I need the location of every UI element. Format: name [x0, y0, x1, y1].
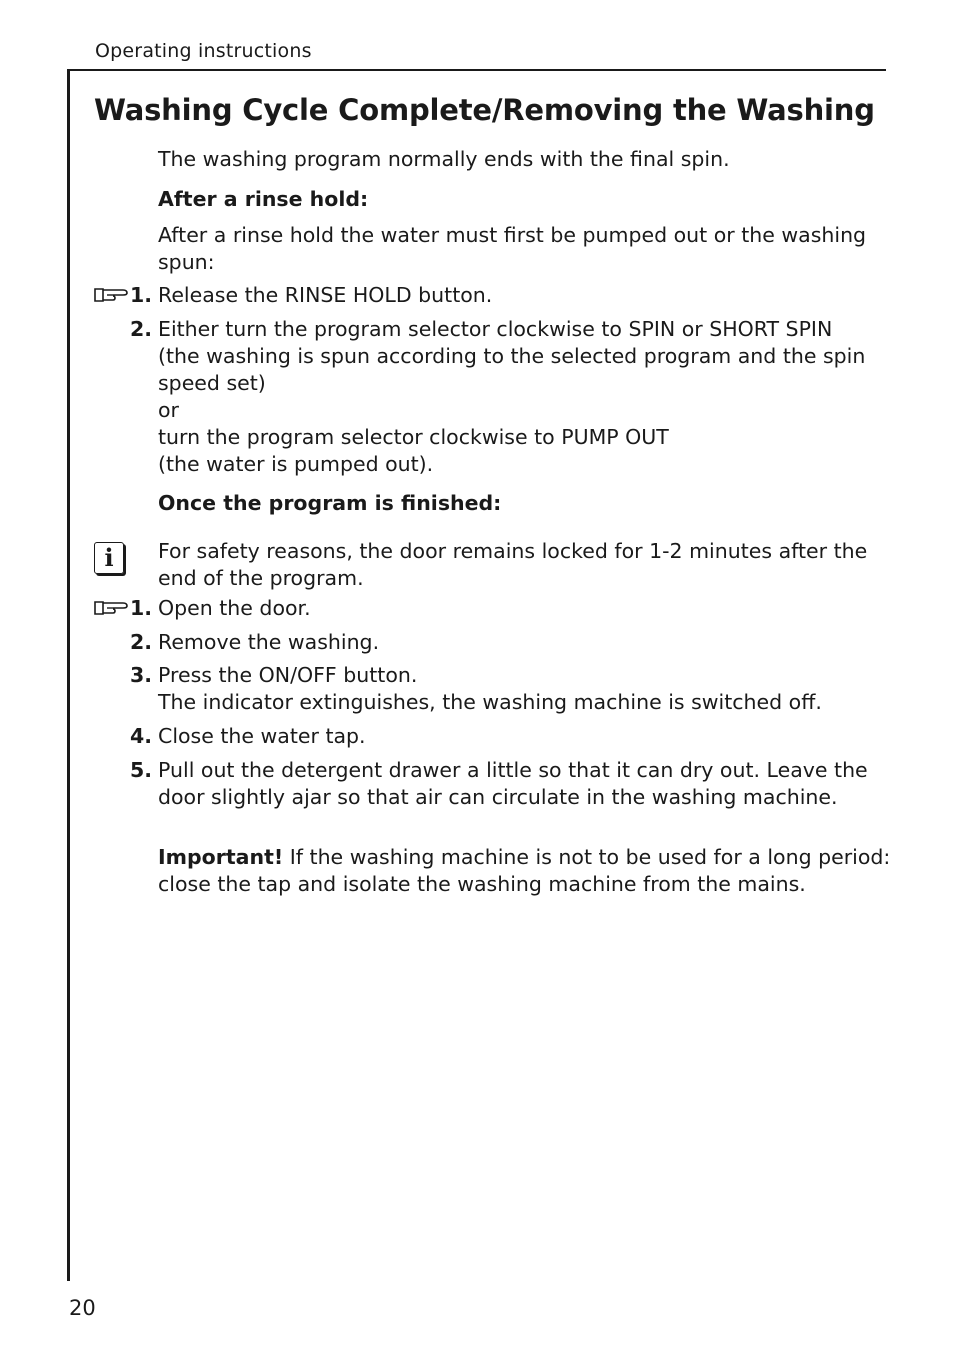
margin-rule [67, 69, 70, 1281]
step-text: Pull out the detergent drawer a little so that it can dry out. Leave the [158, 758, 868, 782]
info-text-line-2: end of the program. [158, 566, 364, 590]
important-note-line-1 [158, 844, 890, 871]
important-label: Important! [158, 845, 284, 869]
step-text: Either turn the program selector clockwise to SPIN or SHORT SPIN [158, 317, 833, 341]
step-number: 1. [129, 283, 152, 307]
step-text: Close the water tap. [158, 724, 366, 748]
info-text-line-1: For safety reasons, the door remains locked for 1-2 minutes after the [158, 539, 868, 563]
running-header: Operating instructions [95, 40, 312, 62]
step-text: turn the program selector clockwise to PUMP OUT [158, 425, 669, 449]
page-title: Washing Cycle Complete/Removing the Washing [94, 93, 875, 127]
step-number: 5. [129, 758, 152, 782]
step-number: 4. [129, 724, 152, 748]
step-text: Release the RINSE HOLD button. [158, 283, 493, 307]
info-icon: i [94, 542, 124, 574]
rinse-hold-text-line-2: spun: [158, 250, 215, 274]
rinse-hold-text-line-1: After a rinse hold the water must first be pumped out or the washing [158, 223, 867, 247]
step-text: The indicator extinguishes, the washing machine is switched off. [158, 690, 822, 714]
finished-heading: Once the program is finished: [158, 491, 502, 515]
step-text: or [158, 398, 179, 422]
important-note-line-2: close the tap and isolate the washing machine from the mains. [158, 872, 806, 896]
step-text: Open the door. [158, 596, 311, 620]
step-number: 2. [129, 317, 152, 341]
step-text: speed set) [158, 371, 266, 395]
intro-text: The washing program normally ends with the final spin. [158, 147, 730, 171]
important-text: If the washing machine is not to be used for a long period: [283, 845, 891, 869]
step-number: 1. [129, 596, 152, 620]
step-text: Remove the washing. [158, 630, 380, 654]
step-text: Press the ON/OFF button. [158, 663, 418, 687]
step-number: 3. [129, 663, 152, 687]
step-number: 2. [129, 630, 152, 654]
step-text: door slightly ajar so that air can circulate in the washing machine. [158, 785, 838, 809]
page-number: 20 [69, 1296, 96, 1320]
rinse-hold-heading: After a rinse hold: [158, 187, 369, 211]
step-text: (the water is pumped out). [158, 452, 434, 476]
step-text: (the washing is spun according to the selected program and the spin [158, 344, 866, 368]
header-rule [68, 69, 886, 71]
